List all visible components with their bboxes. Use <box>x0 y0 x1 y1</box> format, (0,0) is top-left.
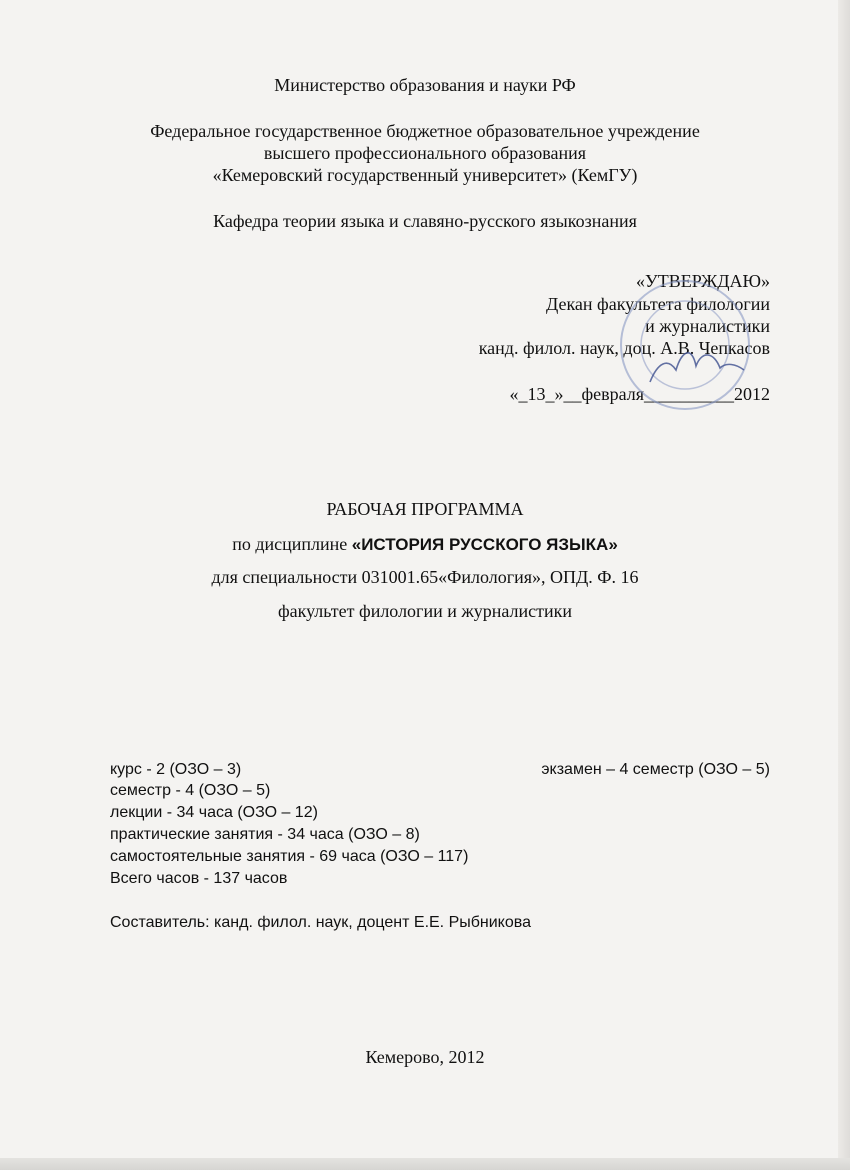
course-line: курс - 2 (ОЗО – 3) <box>110 761 242 778</box>
official-stamp <box>610 270 760 420</box>
approval-name: канд. филол. наук, доц. А.В. Чепкасов <box>478 338 770 358</box>
discipline-name: «ИСТОРИЯ РУССКОГО ЯЗЫКА» <box>351 535 618 554</box>
specialty-line: для специальности 031001.65«Филология», ОПД. Ф. 16 <box>211 567 639 587</box>
institution-line-1: Федеральное государственное бюджетное образовательное учреждение <box>150 121 700 141</box>
independent-line: самостоятельные занятия - 69 часа (ОЗО – 117) <box>110 848 469 865</box>
approval-position-2: и журналистики <box>645 316 770 336</box>
signature-stroke <box>650 353 744 382</box>
ministry-line: Министерство образования и науки РФ <box>274 75 576 95</box>
footer-city-year: Кемерово, 2012 <box>365 1047 485 1067</box>
discipline-prefix: по дисциплине <box>232 534 352 554</box>
page-edge-right <box>838 0 850 1170</box>
semester-line: семестр - 4 (ОЗО – 5) <box>110 782 271 799</box>
faculty-line: факультет филологии и журналистики <box>277 601 573 621</box>
exam-line: экзамен – 4 семестр (ОЗО – 5) <box>541 761 770 778</box>
lectures-line: лекции - 34 часа (ОЗО – 12) <box>110 804 318 821</box>
page-edge-bottom <box>0 1158 850 1170</box>
program-title: РАБОЧАЯ ПРОГРАММА <box>326 499 524 519</box>
discipline-line <box>0 533 850 556</box>
institution-line-3: «Кемеровский государственный университет» (КемГУ) <box>212 165 638 185</box>
practical-line: практические занятия - 34 часа (ОЗО – 8) <box>110 826 420 843</box>
department-line: Кафедра теории языка и славяно-русского языкознания <box>213 211 637 231</box>
approval-date: «_13_»__февраля__________2012 <box>509 384 770 404</box>
approval-heading: «УТВЕРЖДАЮ» <box>635 271 770 291</box>
author-line: Составитель: канд. филол. наук, доцент Е.Е. Рыбникова <box>110 914 531 931</box>
total-line: Всего часов - 137 часов <box>110 870 288 887</box>
institution-line-2: высшего профессионального образования <box>263 143 587 163</box>
approval-position-1: Декан факультета филологии <box>545 294 770 314</box>
